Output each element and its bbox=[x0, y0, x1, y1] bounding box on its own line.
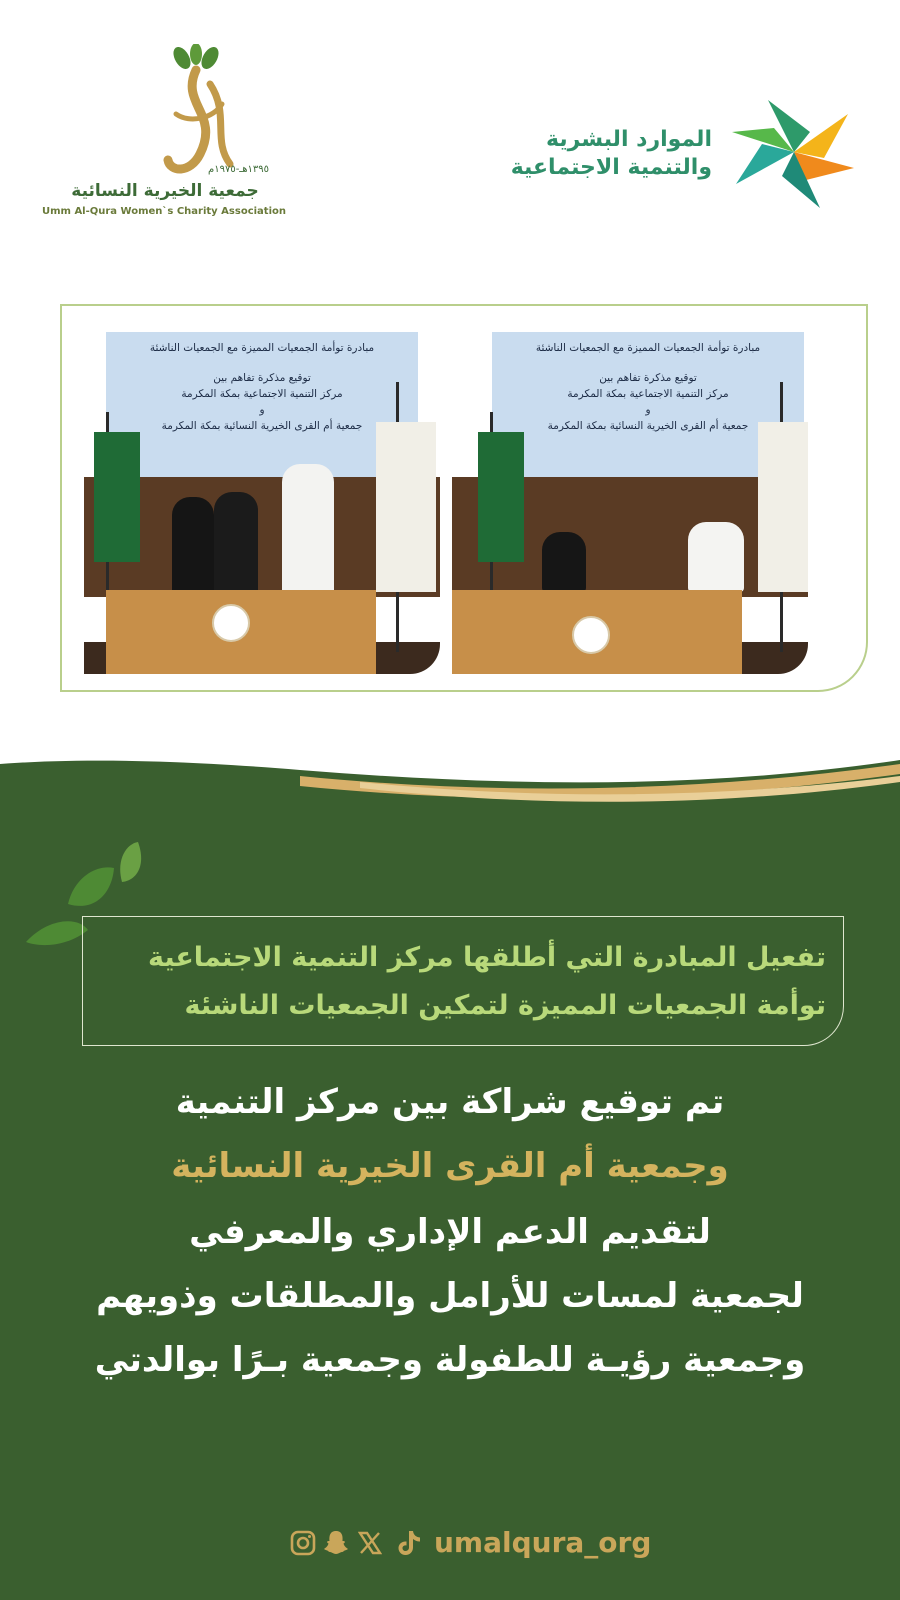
tiktok-icon[interactable] bbox=[396, 1529, 422, 1557]
ministry-name bbox=[511, 126, 712, 182]
screen-line: و bbox=[645, 404, 651, 416]
ministry-star-logo-icon bbox=[728, 92, 860, 212]
main-line5: وجمعية رؤيـة للطفولة وجمعية بـرًا بوالدتي bbox=[94, 1340, 806, 1380]
main-line2: وجمعية أم القرى الخيرية النسائية bbox=[171, 1146, 729, 1186]
signing-photo-left bbox=[84, 332, 440, 674]
desk-emblem-icon bbox=[572, 616, 610, 654]
signing-photo-right bbox=[452, 332, 808, 674]
screen-line: مركز التنمية الاجتماعية بمكة المكرمة bbox=[567, 388, 729, 400]
screen-line: مبادرة توأمة الجمعيات المميزة مع الجمعيات الناشئة bbox=[149, 342, 375, 354]
screen-line: مركز التنمية الاجتماعية بمكة المكرمة bbox=[181, 388, 343, 400]
person bbox=[172, 497, 214, 597]
association-name-en: Umm Al-Qura Women`s Charity Association bbox=[42, 206, 286, 217]
desk-emblem-icon bbox=[212, 604, 250, 642]
snapchat-icon[interactable] bbox=[322, 1529, 350, 1557]
screen-line: جمعية أم القرى الخيرية النسائية بمكة المكرمة bbox=[161, 420, 363, 432]
screen-line: توقيع مذكرة تفاهم بين bbox=[213, 372, 311, 384]
person bbox=[214, 492, 258, 597]
association-year: ١٣٩٥هـ-١٩٧٥م bbox=[208, 164, 269, 175]
saudi-flag bbox=[478, 432, 524, 562]
x-icon[interactable] bbox=[358, 1531, 382, 1555]
saudi-flag bbox=[94, 432, 140, 562]
person bbox=[688, 522, 744, 592]
screen-text bbox=[492, 340, 804, 434]
main-line4: لجمعية لمسات للأرامل والمطلقات وذويهم bbox=[96, 1276, 804, 1316]
screen-text bbox=[106, 340, 418, 434]
screen-line: جمعية أم القرى الخيرية النسائية بمكة المكرمة bbox=[547, 420, 749, 432]
screen-line: توقيع مذكرة تفاهم بين bbox=[599, 372, 697, 384]
ministry-name-line1: الموارد البشرية bbox=[546, 127, 712, 152]
ministry-flag bbox=[758, 422, 808, 592]
screen-line: مبادرة توأمة الجمعيات المميزة مع الجمعيات الناشئة bbox=[535, 342, 761, 354]
social-handle[interactable]: umalqura_org bbox=[434, 1526, 652, 1559]
instagram-icon[interactable] bbox=[290, 1530, 316, 1556]
person bbox=[282, 464, 334, 594]
ministry-name-line2: والتنمية الاجتماعية bbox=[510, 155, 712, 180]
main-line1: تم توقيع شراكة بين مركز التنمية bbox=[175, 1082, 725, 1122]
association-name-ar: جمعية الخيرية النسائية bbox=[71, 181, 259, 201]
screen-line: و bbox=[259, 404, 265, 416]
initiative-line2: توأمة الجمعيات المميزة لتمكين الجمعيات الناشئة bbox=[184, 990, 826, 1021]
ministry-flag bbox=[376, 422, 436, 592]
person bbox=[542, 532, 586, 592]
initiative-line1: تفعيل المبادرة التي أطلقها مركز التنمية الاجتماعية bbox=[147, 942, 826, 973]
initiative-box bbox=[82, 916, 844, 1046]
header bbox=[0, 0, 900, 290]
gold-wave-divider bbox=[0, 730, 900, 820]
main-line3: لتقديم الدعم الإداري والمعرفي bbox=[189, 1212, 711, 1252]
